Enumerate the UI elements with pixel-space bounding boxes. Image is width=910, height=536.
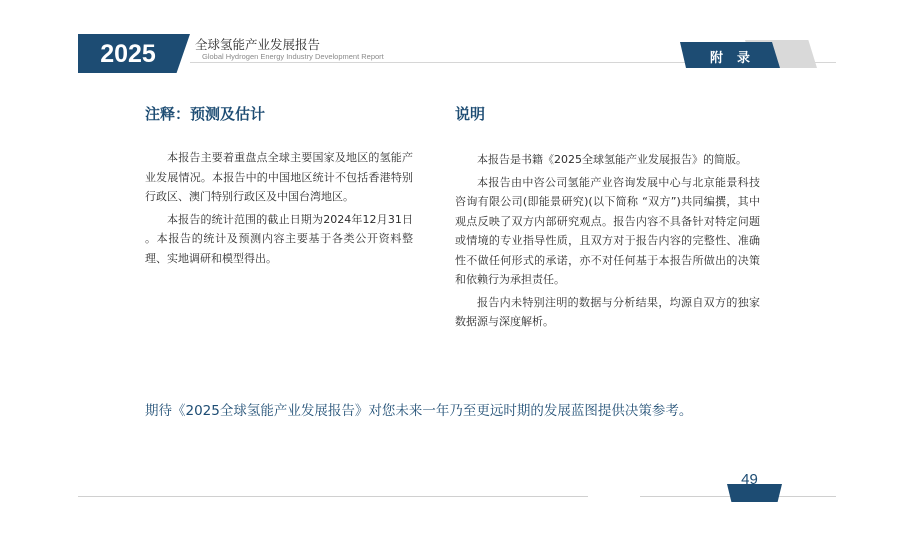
explanation-paragraph: 本报告由中咨公司氢能产业咨询发展中心与北京能景科技咨询有限公司(即能景研究)(以下简称 “双方”)共同编撰，其中观点反映了双方内部研究观点。报告内容不具备针对特定问题或情境的专业指导性质，且双方对于报告内容的完整性、准确性不做任何形式的承诺，亦不对任何基于本报告所做出的决策和依赖行为承担责任。 [455,175,760,286]
footer-divider-left [78,496,588,497]
section-tab-label: 附录 [709,51,764,66]
notes-title: 注释：预测及估计 [145,105,266,123]
notes-paragraph: 本报告主要着重盘点全球主要国家及地区的氢能产业发展情况。本报告中的中国地区统计不包括香港特别行政区、澳门特别行政区及中国台湾地区。 [145,151,413,203]
explanation-paragraph: 本报告是书籍《2025全球氢能产业发展报告》的简版。 [477,153,747,166]
notes-section [145,105,413,271]
report-year: 2025 [100,40,156,68]
closing-statement: 期待《2025全球氢能产业发展报告》对您未来一年乃至更远时期的发展蓝图提供决策参考。 [145,403,693,419]
report-title-cn: 全球氢能产业发展报告 [195,37,321,52]
explanation-section [455,105,760,335]
page-number: 49 [741,471,758,488]
explanation-paragraph: 报告内未特别注明的数据与分析结果，均源自双方的独家数据源与深度解析。 [455,295,760,328]
report-title-en: Global Hydrogen Energy Industry Development Report [202,52,384,61]
notes-paragraph: 本报告的统计范围的截止日期为2024年12月31日 。本报告的统计及预测内容主要基于各类公开资料整理、实地调研和模型得出。 [145,212,413,265]
explanation-title: 说明 [455,105,486,123]
